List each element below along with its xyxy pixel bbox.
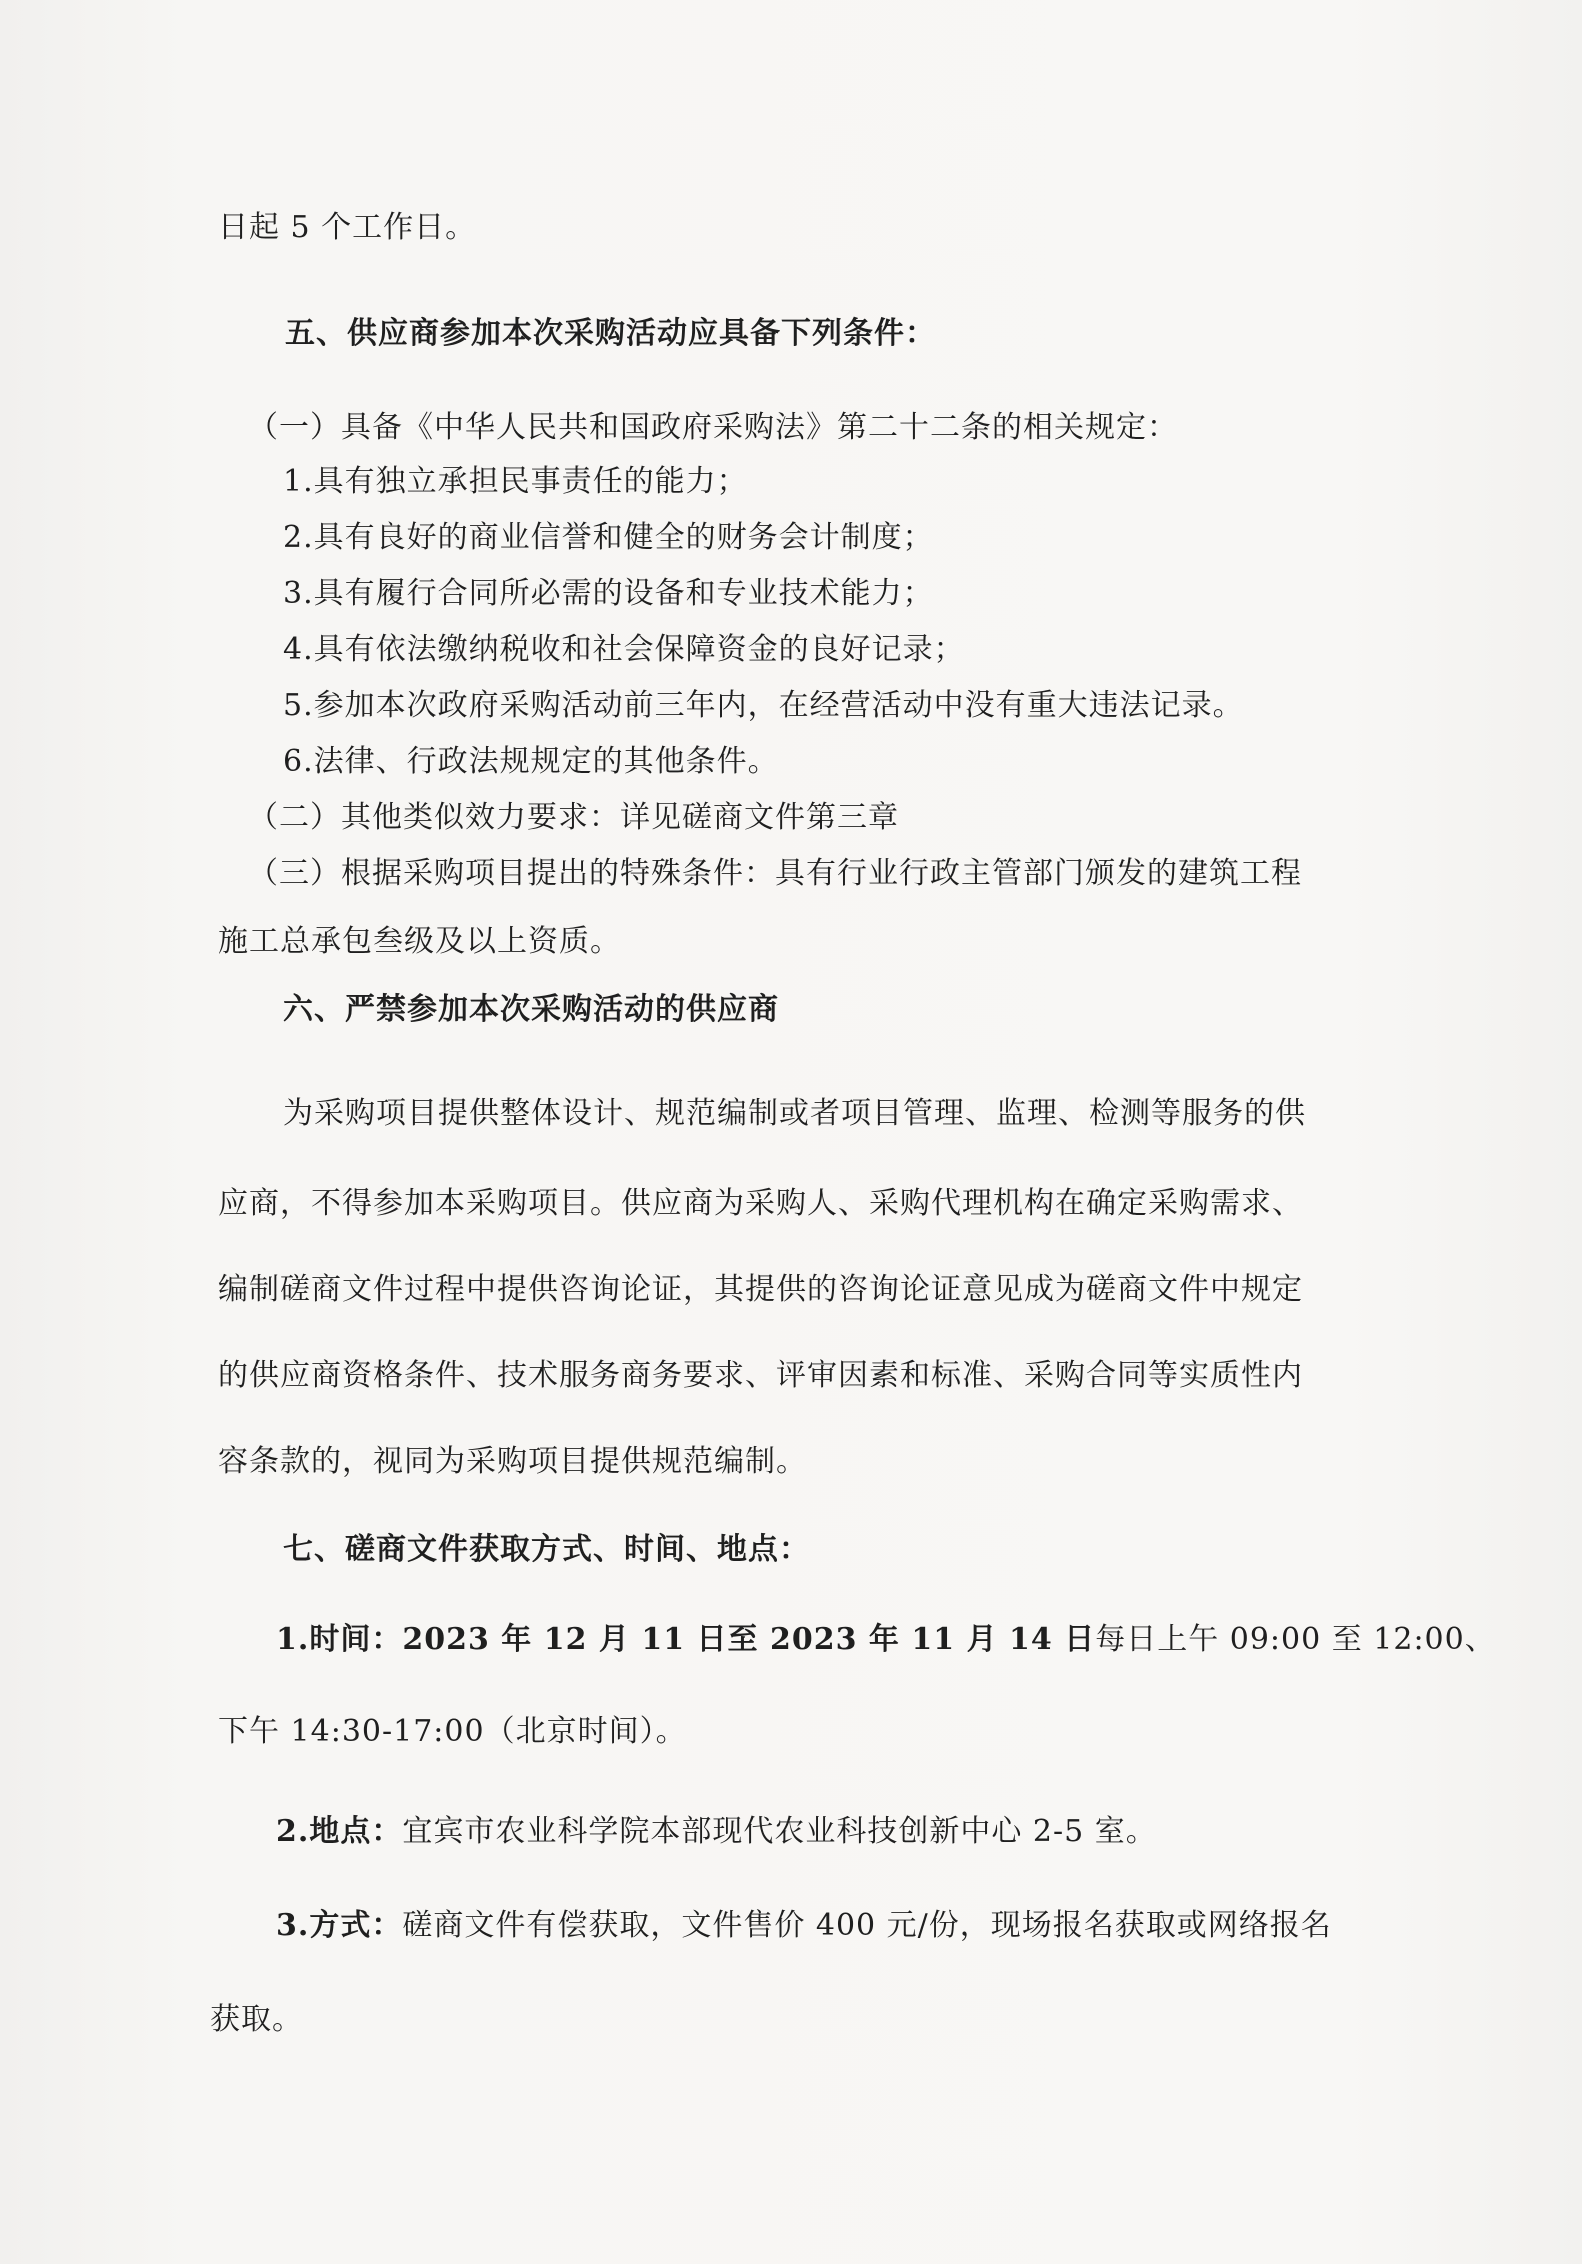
- paragraph-line-5: 容条款的，视同为采购项目提供规范编制。: [218, 1444, 807, 1479]
- method-value: 磋商文件有偿获取，文件售价 400 元/份，现场报名获取或网络报名: [402, 1908, 1332, 1943]
- time-label: 1.时间：: [276, 1622, 403, 1657]
- section-heading-6: 六、严禁参加本次采购活动的供应商: [283, 992, 779, 1027]
- text-line-continuation: 日起 5 个工作日。: [218, 210, 477, 245]
- clause-1-intro: （一）具备《中华人民共和国政府采购法》第二十二条的相关规定：: [248, 410, 1178, 445]
- time-line-continuation: 下午 14:30-17:00（北京时间）。: [218, 1714, 687, 1749]
- paragraph-line-1: 为采购项目提供整体设计、规范编制或者项目管理、监理、检测等服务的供: [283, 1096, 1306, 1131]
- location-value: 宜宾市农业科学院本部现代农业科技创新中心 2-5 室。: [402, 1814, 1157, 1849]
- condition-item-5: 5.参加本次政府采购活动前三年内，在经营活动中没有重大违法记录。: [283, 688, 1244, 723]
- condition-item-2: 2.具有良好的商业信誉和健全的财务会计制度；: [283, 520, 934, 555]
- clause-3: （三）根据采购项目提出的特殊条件：具有行业行政主管部门颁发的建筑工程: [248, 856, 1302, 891]
- location-label: 2.地点：: [276, 1814, 403, 1849]
- paragraph-line-2: 应商，不得参加本采购项目。供应商为采购人、采购代理机构在确定采购需求、: [218, 1186, 1303, 1221]
- time-date-range: 2023 年 12 月 11 日至 2023 年 11 月 14 日: [402, 1622, 1096, 1657]
- paragraph-line-4: 的供应商资格条件、技术服务商务要求、评审因素和标准、采购合同等实质性内: [218, 1358, 1303, 1393]
- method-line-continuation: 获取。: [210, 2002, 303, 2037]
- method-line: [276, 1906, 1332, 1946]
- condition-item-1: 1.具有独立承担民事责任的能力；: [283, 464, 748, 499]
- time-line: [276, 1620, 1496, 1660]
- section-heading-7: 七、磋商文件获取方式、时间、地点：: [283, 1532, 810, 1567]
- clause-2: （二）其他类似效力要求：详见磋商文件第三章: [248, 800, 899, 835]
- condition-item-4: 4.具有依法缴纳税收和社会保障资金的良好记录；: [283, 632, 965, 667]
- time-hours: 每日上午 09:00 至 12:00、: [1095, 1622, 1496, 1657]
- method-label: 3.方式：: [276, 1908, 403, 1943]
- clause-3-continuation: 施工总承包叁级及以上资质。: [218, 924, 621, 959]
- condition-item-3: 3.具有履行合同所必需的设备和专业技术能力；: [283, 576, 934, 611]
- section-heading-5: 五、供应商参加本次采购活动应具备下列条件：: [285, 316, 936, 351]
- condition-item-6: 6.法律、行政法规规定的其他条件。: [283, 744, 779, 779]
- paragraph-line-3: 编制磋商文件过程中提供咨询论证，其提供的咨询论证意见成为磋商文件中规定: [218, 1272, 1303, 1307]
- location-line: [276, 1812, 1157, 1852]
